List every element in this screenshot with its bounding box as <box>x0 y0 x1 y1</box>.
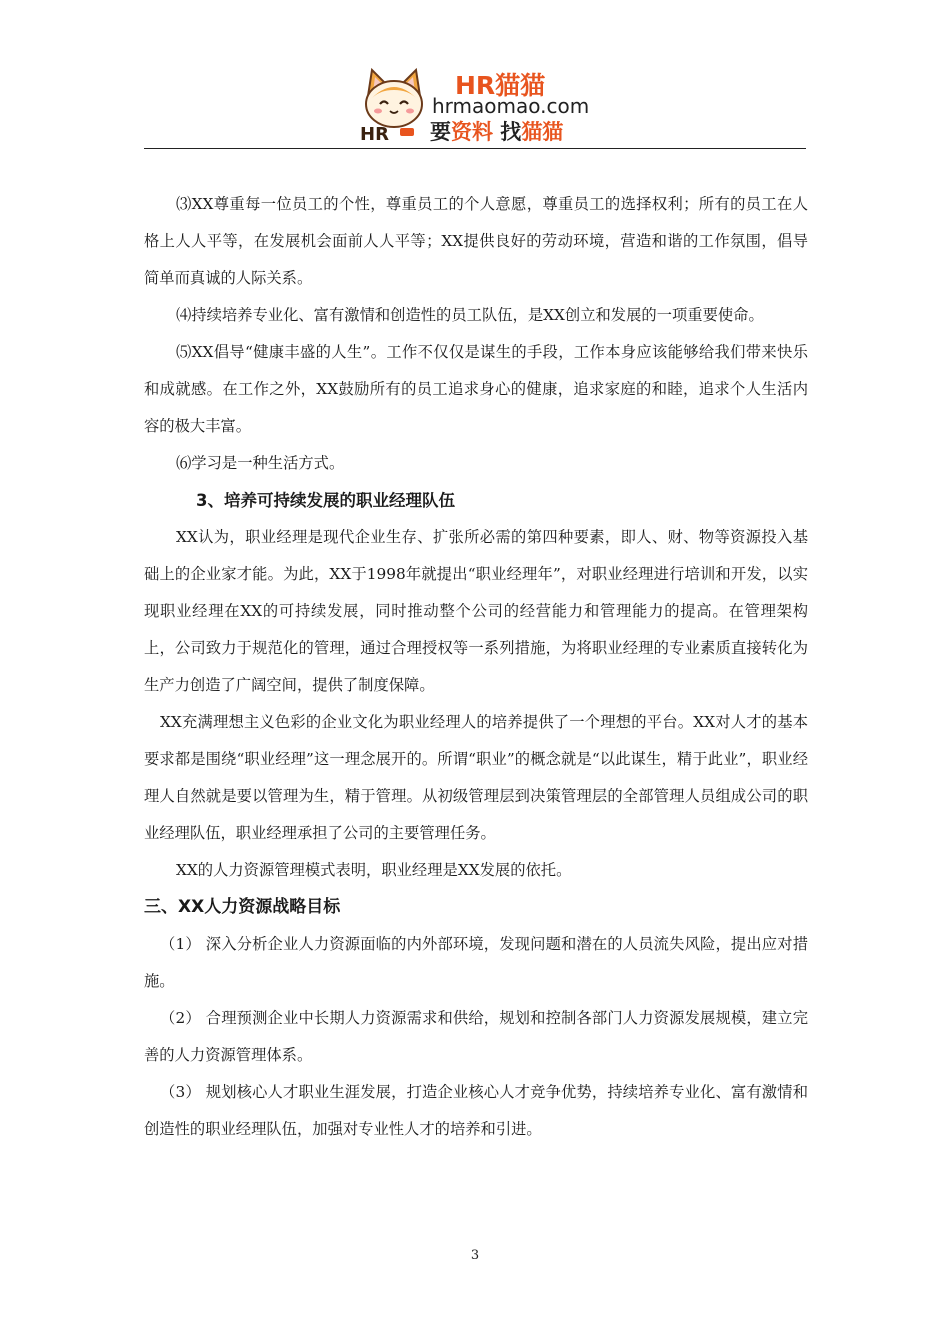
cat-logo-icon <box>358 66 430 142</box>
slogan-part: 找 <box>493 120 522 144</box>
brand-name: HR猫猫 <box>455 71 546 100</box>
page-header <box>0 0 950 150</box>
paragraph: ⑸XX倡导“健康丰盛的人生”。工作不仅仅是谋生的手段，工作本身应该能够给我们带来快乐和成就感。在工作之外，XX鼓励所有的员工追求身心的健康，追求家庭的和睦，追求个人生活内容的极大丰富。 <box>144 343 808 435</box>
header-divider <box>144 148 806 149</box>
paragraph: XX充满理想主义色彩的企业文化为职业经理人的培养提供了一个理想的平台。XX对人才的基本要求都是围绕“职业经理”这一理念展开的。所谓“职业”的概念就是“以此谋生，精于此业”，职业经理人自然就是要以管理为生，精于管理。从初级管理层到决策管理层的全部管理人员组成公司的职业经理队伍，职业经理承担了公司的主要管理任务。 <box>144 713 808 842</box>
paragraph: ⑷持续培养专业化、富有激情和创造性的员工队伍，是XX创立和发展的一项重要使命。 <box>176 306 764 324</box>
logo-letters: HR <box>360 124 389 142</box>
page-number: 3 <box>470 1248 480 1263</box>
goal-item: （1） 深入分析企业人力资源面临的内外部环境，发现问题和潜在的人员流失风险，提出应对措施。 <box>144 935 808 990</box>
slogan-accent: 资料 <box>451 120 493 144</box>
paragraph: XX的人力资源管理模式表明，职业经理是XX发展的依托。 <box>176 861 572 879</box>
paragraph: ⑹学习是一种生活方式。 <box>176 454 345 472</box>
slogan-part: 要 <box>430 120 451 144</box>
subsection-heading: 3、培养可持续发展的职业经理队伍 <box>196 491 455 510</box>
site-url: hrmaomao.com <box>432 94 590 118</box>
slogan-accent: 猫猫 <box>521 120 564 144</box>
section-heading: 三、XX人力资源战略目标 <box>144 897 341 917</box>
goal-item: （3） 规划核心人才职业生涯发展，打造企业核心人才竞争优势，持续培养专业化、富有激情和创造性的职业经理队伍，加强对专业性人才的培养和引进。 <box>144 1083 808 1138</box>
paragraph: ⑶XX尊重每一位员工的个性，尊重员工的个人意愿，尊重员工的选择权利；所有的员工在人格上人人平等，在发展机会面前人人平等；XX提供良好的劳动环境，营造和谐的工作氛围，倡导简单而真诚的人际关系。 <box>144 195 808 287</box>
slogan <box>430 116 563 146</box>
document-body <box>144 186 808 1148</box>
goal-item: （2） 合理预测企业中长期人力资源需求和供给，规划和控制各部门人力资源发展规模，建立完善的人力资源管理体系。 <box>144 1009 808 1064</box>
paragraph: XX认为，职业经理是现代企业生存、扩张所必需的第四种要素，即人、财、物等资源投入基础上的企业家才能。为此，XX于1998年就提出“职业经理年”，对职业经理进行培训和开发，以实现职业经理在XX的可持续发展，同时推动整个公司的经营能力和管理能力的提高。在管理架构上，公司致力于规范化的管理，通过合理授权等一系列措施，为将职业经理的专业素质直接转化为生产力创造了广阔空间，提供了制度保障。 <box>144 528 808 694</box>
